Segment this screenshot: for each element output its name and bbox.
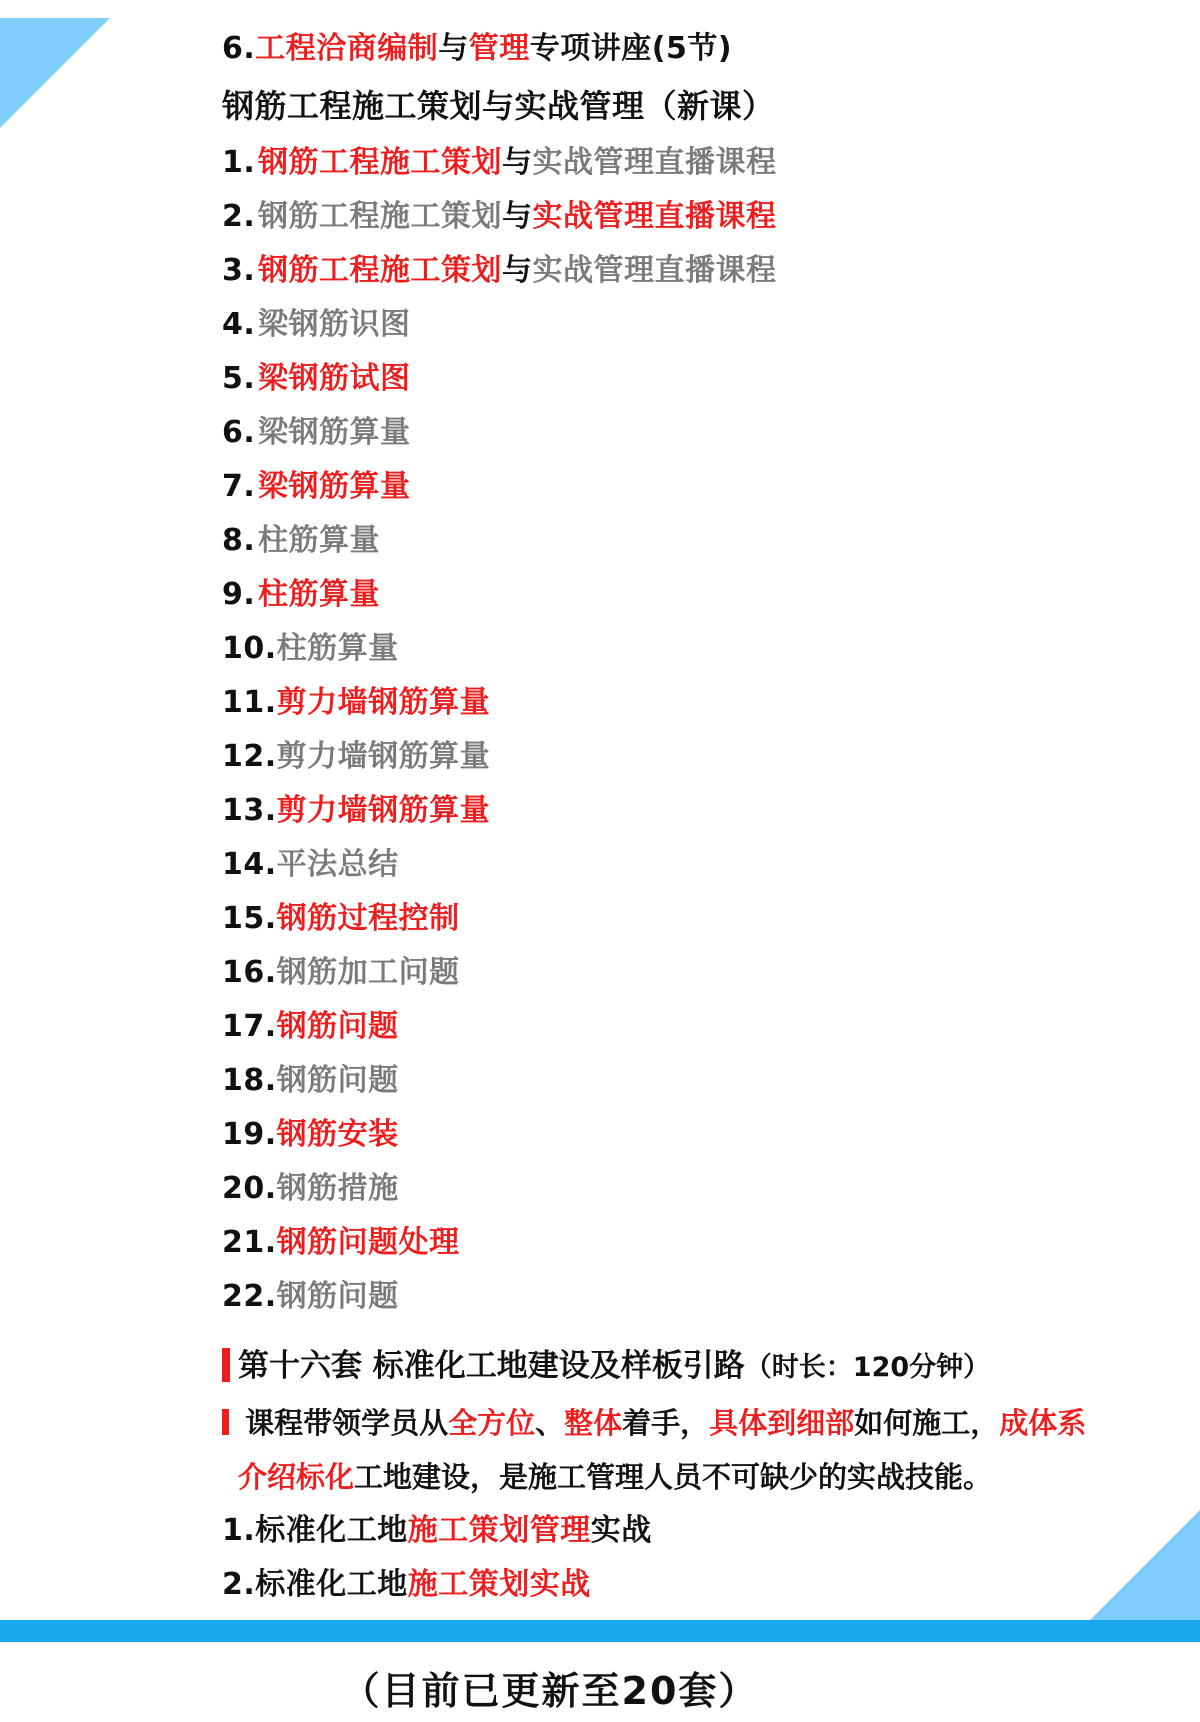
lesson-item <box>222 1054 1142 1108</box>
description-part: 整体 <box>564 1406 623 1440</box>
lesson-number: 3. <box>222 253 256 288</box>
lesson-item <box>222 1000 1142 1054</box>
description-part: 课程带领学员从 <box>245 1406 449 1440</box>
lesson-item <box>222 784 1142 838</box>
lesson-title-part: 钢筋工程施工策划 <box>258 145 502 180</box>
lesson-number: 14. <box>222 847 277 882</box>
lesson-item <box>222 730 1142 784</box>
lesson-title-part: 钢筋问题 <box>276 1063 399 1098</box>
lesson-title-part: 梁钢筋试图 <box>258 361 411 396</box>
top-line-part: 工程洽商编制 <box>255 31 439 66</box>
lesson-number: 13. <box>222 793 277 828</box>
sub-lesson-item <box>222 1558 1142 1612</box>
lesson-number: 17. <box>222 1009 277 1044</box>
section-heading <box>222 1336 1142 1396</box>
sub-lesson-part: 施工策划管理 <box>407 1513 591 1548</box>
lesson-number: 12. <box>222 739 277 774</box>
description-part: 全方位 <box>448 1406 536 1440</box>
lesson-list <box>222 136 1142 1324</box>
lesson-title-part: 剪力墙钢筋算量 <box>276 793 491 828</box>
lesson-number: 5. <box>222 361 256 396</box>
lesson-title-part: 钢筋加工问题 <box>276 955 460 990</box>
lesson-number: 8. <box>222 523 256 558</box>
lesson-item <box>222 514 1142 568</box>
lesson-number: 4. <box>222 307 256 342</box>
lesson-title-part: 与 <box>502 145 533 180</box>
lesson-item <box>222 298 1142 352</box>
lesson-title-part: 柱筋算量 <box>258 577 380 612</box>
description-part: 、 <box>535 1406 565 1440</box>
lesson-title-part: 梁钢筋识图 <box>258 307 411 342</box>
lesson-title-part: 钢筋问题 <box>276 1279 399 1314</box>
section-description-cont <box>222 1450 1142 1504</box>
top-line-part: 与 <box>438 31 469 66</box>
section-duration: （时长：120分钟） <box>744 1352 991 1383</box>
lesson-number: 15. <box>222 901 277 936</box>
lesson-title-part: 柱筋算量 <box>276 631 399 666</box>
description-part: 介绍标化 <box>238 1460 355 1494</box>
lesson-number: 20. <box>222 1171 277 1206</box>
sub-lesson-item <box>222 1504 1142 1558</box>
lesson-title-part: 钢筋工程施工策划 <box>258 253 502 288</box>
lesson-item <box>222 622 1142 676</box>
lesson-item <box>222 1216 1142 1270</box>
description-part: 着手， <box>622 1406 710 1440</box>
lesson-item <box>222 946 1142 1000</box>
sub-lesson-part: 2.标准化工地 <box>222 1567 408 1602</box>
corner-decoration-top-left <box>0 18 110 128</box>
lesson-number: 10. <box>222 631 277 666</box>
lesson-number: 22. <box>222 1279 277 1314</box>
lesson-number: 18. <box>222 1063 277 1098</box>
lesson-item <box>222 838 1142 892</box>
lesson-number: 7. <box>222 469 256 504</box>
section-title: 第十六套 标准化工地建设及样板引路 <box>238 1348 745 1384</box>
section-description <box>222 1396 1142 1450</box>
lesson-title-part: 钢筋工程施工策划 <box>258 199 502 234</box>
lesson-title-part: 与 <box>502 253 533 288</box>
description-part: 成体系 <box>999 1406 1087 1440</box>
lesson-item <box>222 1270 1142 1324</box>
red-marker <box>222 1409 229 1435</box>
lesson-title-part: 钢筋安装 <box>276 1117 399 1152</box>
lesson-title-part: 实战管理直播课程 <box>532 199 777 234</box>
top-line-number: 6. <box>222 31 256 66</box>
description-part: 工地建设，是施工管理人员不可缺少的实战技能。 <box>354 1460 993 1494</box>
lesson-item <box>222 406 1142 460</box>
lesson-item <box>222 892 1142 946</box>
lesson-title-part: 实战管理直播课程 <box>532 253 777 288</box>
lesson-number: 1. <box>222 145 256 180</box>
lesson-title-part: 平法总结 <box>276 847 399 882</box>
lesson-number: 19. <box>222 1117 277 1152</box>
lesson-title-part: 梁钢筋算量 <box>258 469 411 504</box>
lesson-title-part: 钢筋过程控制 <box>276 901 460 936</box>
lesson-title-part: 实战管理直播课程 <box>532 145 777 180</box>
top-line-part: 管理 <box>468 31 530 66</box>
footer-note <box>0 1660 1200 1715</box>
footer-text: （目前已更新至20套） <box>341 1669 759 1713</box>
lesson-item <box>222 568 1142 622</box>
lesson-title-part: 钢筋问题处理 <box>276 1225 460 1260</box>
lesson-number: 11. <box>222 685 277 720</box>
course-list <box>222 22 1142 1612</box>
lesson-item <box>222 352 1142 406</box>
lesson-title-part: 柱筋算量 <box>258 523 380 558</box>
lesson-title-part: 梁钢筋算量 <box>258 415 411 450</box>
red-marker <box>222 1348 230 1382</box>
lesson-title-part: 钢筋措施 <box>276 1171 399 1206</box>
lesson-item <box>222 460 1142 514</box>
lesson-title-part: 剪力墙钢筋算量 <box>276 685 491 720</box>
lesson-number: 16. <box>222 955 277 990</box>
lesson-number: 9. <box>222 577 256 612</box>
course-title: 钢筋工程施工策划与实战管理（新课） <box>222 87 775 125</box>
lesson-title-part: 剪力墙钢筋算量 <box>276 739 491 774</box>
lesson-item <box>222 1108 1142 1162</box>
sub-lesson-part: 施工策划实战 <box>407 1567 591 1602</box>
lesson-item <box>222 676 1142 730</box>
lesson-number: 2. <box>222 199 256 234</box>
lesson-number: 6. <box>222 415 256 450</box>
sub-lesson-part: 1.标准化工地 <box>222 1513 408 1548</box>
sub-lesson-part: 实战 <box>590 1513 652 1548</box>
description-part: 如何施工， <box>854 1406 1000 1440</box>
lesson-number: 21. <box>222 1225 277 1260</box>
lesson-title-part: 钢筋问题 <box>276 1009 399 1044</box>
lesson-item <box>222 244 1142 298</box>
lesson-title-part: 与 <box>502 199 533 234</box>
top-line <box>222 22 1142 76</box>
lesson-item <box>222 136 1142 190</box>
divider-bar <box>0 1620 1200 1642</box>
lesson-item <box>222 190 1142 244</box>
description-part: 具体到细部 <box>709 1406 855 1440</box>
sub-lesson-list <box>222 1504 1142 1612</box>
top-line-part: 专项讲座(5节) <box>529 31 733 66</box>
lesson-item <box>222 1162 1142 1216</box>
